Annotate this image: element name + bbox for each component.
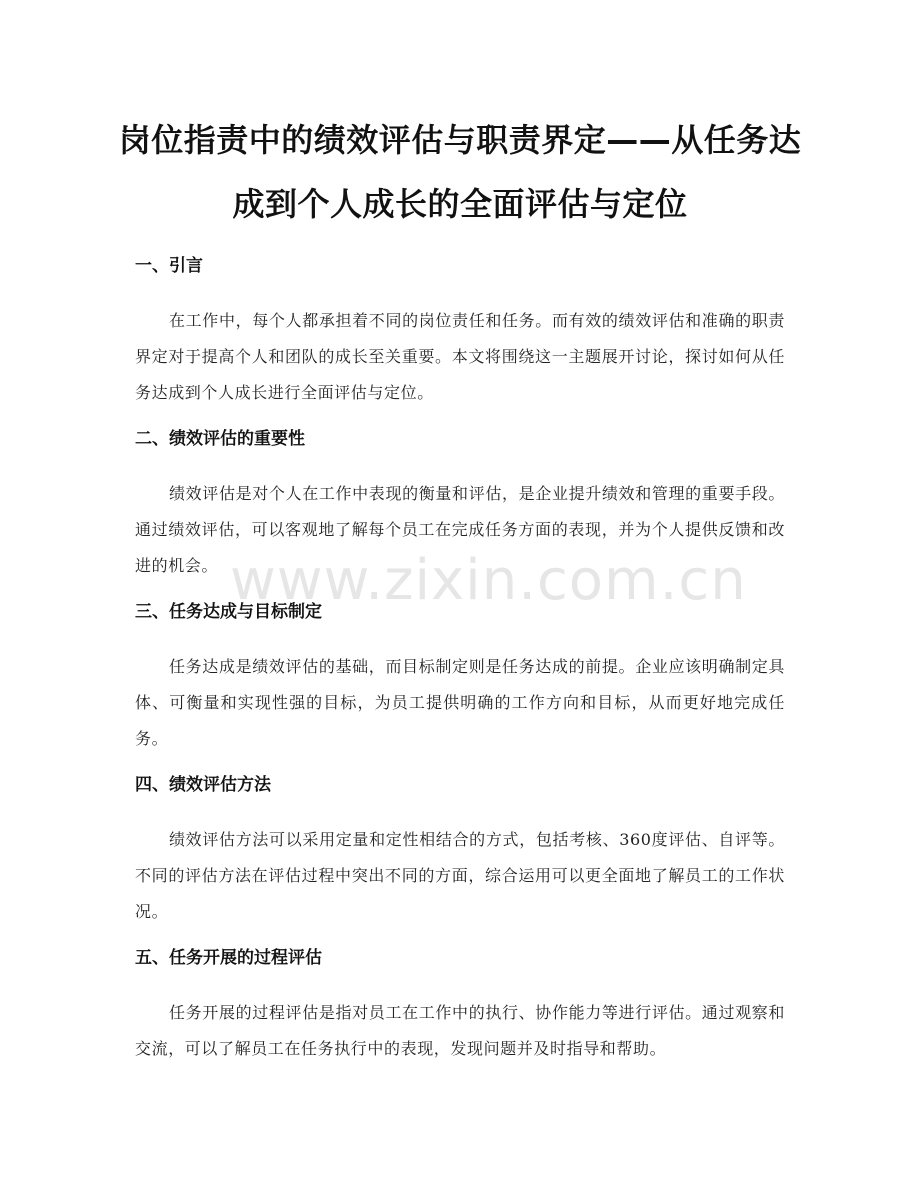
section-paragraph: 任务开展的过程评估是指对员工在工作中的执行、协作能力等进行评估。通过观察和交流，可以了解员工在任务执行中的表现，发现问题并及时指导和帮助。 [135,1003,785,1058]
section-task-goals [135,600,785,757]
section-heading: 二、绩效评估的重要性 [135,429,305,449]
document-title: 岗位指责中的绩效评估与职责界定——从任务达成到个人成长的全面评估与定位 [118,121,802,223]
section-paragraph: 在工作中，每个人都承担着不同的岗位责任和任务。而有效的绩效评估和准确的职责界定对于提高个人和团队的成长至关重要。本文将围绕这一主题展开讨论，探讨如何从任务达成到个人成长进行全面评估与定位。 [135,311,785,402]
section-process-evaluation [135,946,785,1067]
section-introduction [135,254,785,411]
section-heading: 三、任务达成与目标制定 [135,602,322,622]
section-paragraph: 绩效评估方法可以采用定量和定性相结合的方式，包括考核、360度评估、自评等。不同的评估方法在评估过程中突出不同的方面，综合运用可以更全面地了解员工的工作状况。 [135,830,785,921]
section-heading: 五、任务开展的过程评估 [135,948,322,968]
section-paragraph: 绩效评估是对个人在工作中表现的衡量和评估，是企业提升绩效和管理的重要手段。通过绩效评估，可以客观地了解每个员工在完成任务方面的表现，并为个人提供反馈和改进的机会。 [135,484,785,575]
watermark-text: www.zixin.com.cn [230,548,747,613]
section-paragraph: 任务达成是绩效评估的基础，而目标制定则是任务达成的前提。企业应该明确制定具体、可衡量和实现性强的目标，为员工提供明确的工作方向和目标，从而更好地完成任务。 [135,657,785,748]
section-importance [135,427,785,584]
section-heading: 一、引言 [135,256,203,276]
section-heading: 四、绩效评估方法 [135,775,271,795]
section-methods [135,773,785,930]
